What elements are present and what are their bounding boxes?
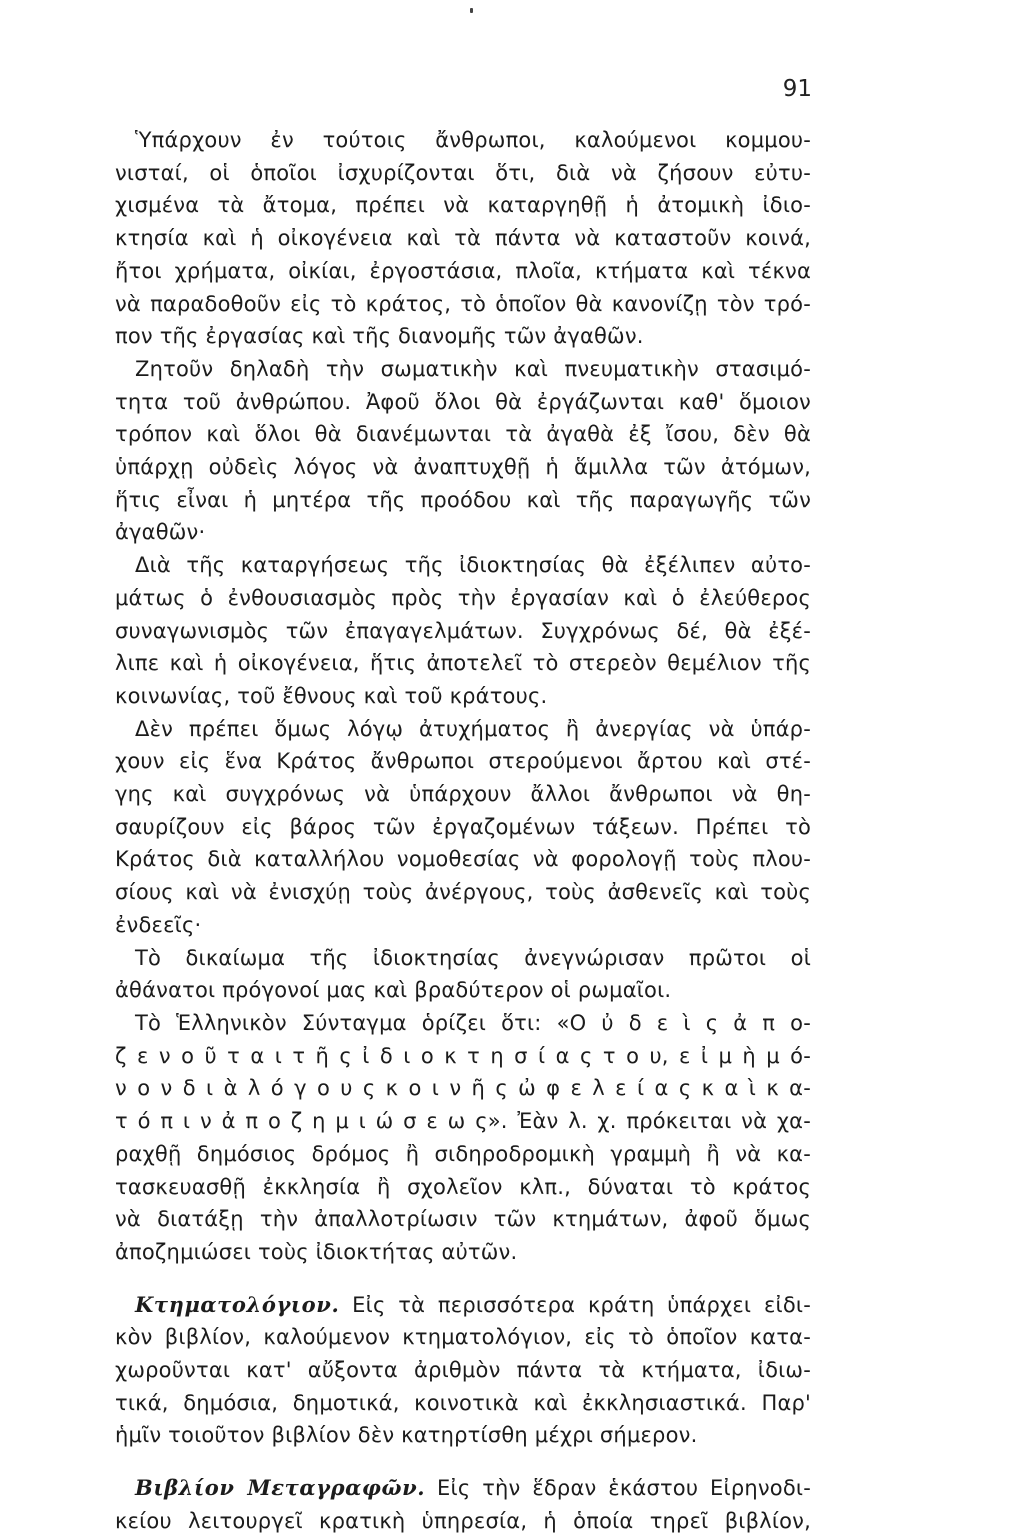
text-line: Τὸ δικαίωμα τῆς ἰδιοκτησίας ἀνεγνώρισαν πρῶτοι οἱ <box>135 945 811 970</box>
text-line: κτησία καὶ ἡ οἰκογένεια καὶ τὰ πάντα νὰ καταστοῦν κοινά, <box>115 226 811 251</box>
text-line: Δὲν πρέπει ὅμως λόγῳ ἀτυχήματος ἢ ἀνεργίας νὰ ὑπάρ- <box>135 716 811 741</box>
section-land-registry <box>115 1289 811 1453</box>
paragraph-abolition <box>115 549 811 713</box>
text-line: ἥτις εἶναι ἡ μητέρα τῆς προόδου καὶ τῆς παραγωγῆς τῶν <box>115 487 811 512</box>
text-line: πον τῆς ἐργασίας καὶ τῆς διανομῆς τῶν ἀγαθῶν. <box>115 324 644 349</box>
text-line: ἀποζημιώσει τοὺς ἰδιοκτήτας αὐτῶν. <box>115 1239 518 1264</box>
text-line: κοινωνίας, τοῦ ἔθνους καὶ τοῦ κράτους. <box>115 683 548 708</box>
section-spacer <box>115 1452 811 1472</box>
paragraph-constitution <box>115 1007 811 1269</box>
text-line: τητα τοῦ ἀνθρώπου. Ἀφοῦ ὅλοι θὰ ἐργάζωνται καθ' ὅμοιον <box>115 389 811 414</box>
text-line: χωροῦνται κατ' αὔξοντα ἀριθμὸν πάντα τὰ κτήματα, ἰδιω- <box>115 1358 811 1383</box>
text-line: τρόπον καὶ ὅλοι θὰ διανέμωνται τὰ ἀγαθὰ ἐξ ἴσου, δὲν θὰ <box>115 422 811 447</box>
text-line: μάτως ὁ ἐνθουσιασμὸς πρὸς τὴν ἐργασίαν καὶ ὁ ἐλεύθερος <box>115 585 811 610</box>
paragraph-state-duty <box>115 713 811 942</box>
paragraph-stagnation <box>115 353 811 549</box>
text-line: νὰ παραδοθοῦν εἰς τὸ κράτος, τὸ ὁποῖον θὰ κανονίζῃ τὸν τρό- <box>115 291 811 316</box>
text-line: λιπε καὶ ἡ οἰκογένεια, ἥτις ἀποτελεῖ τὸ στερεὸν θεμέλιον τῆς <box>115 651 811 676</box>
text-line: νὰ διατάξῃ τὴν ἀπαλλοτρίωσιν τῶν κτημάτων, ἀφοῦ ὅμως <box>115 1207 811 1232</box>
text-line: ἀγαθῶν· <box>115 520 206 545</box>
text-line: Κράτος διὰ καταλλήλου νομοθεσίας νὰ φορολογῇ τοὺς πλου- <box>115 847 811 872</box>
text-line: χισμένα τὰ ἄτομα, πρέπει νὰ καταργηθῇ ἡ ἀτομικὴ ἰδιο- <box>115 193 811 218</box>
body-text <box>115 124 811 1538</box>
section-heading: Βιβλίον Μεταγραφῶν. <box>135 1475 426 1501</box>
text-line: γης καὶ συγχρόνως νὰ ὑπάρχουν ἄλλοι ἄνθρωποι νὰ θη- <box>115 782 811 807</box>
text-line: ν ο ν δ ι ὰ λ ό γ ο υ ς κ ο ι ν ῆ ς ὠ φ ε λ ε ί α ς κ α ὶ κ α- <box>115 1076 811 1101</box>
text-line: ζ ε ν ο ῦ τ α ι τ ῆ ς ἰ δ ι ο κ τ η σ ί α ς τ ο υ, ε ἰ μ ὴ μ ό- <box>115 1043 811 1068</box>
text-line: τ ό π ι ν ἀ π ο ζ η μ ι ώ σ ε ω ς». Ἐὰν λ. χ. πρόκειται νὰ χα- <box>115 1109 811 1134</box>
section-spacer <box>115 1269 811 1289</box>
text-line: ἀθάνατοι πρόγονοί μας καὶ βραδύτερον οἱ ρωμαῖοι. <box>115 978 672 1003</box>
paragraph-ancestors <box>115 942 811 1007</box>
text-line: κὸν βιβλίον, καλούμενον κτηματολόγιον, εἰς τὸ ὁποῖον κατα- <box>115 1325 811 1350</box>
paragraph-communists <box>115 124 811 353</box>
scan-speck <box>470 8 473 13</box>
section-first-line: Εἰς τὰ περισσότερα κράτη ὑπάρχει εἰδι- <box>352 1292 811 1317</box>
text-line: κείου λειτουργεῖ κρατικὴ ὑπηρεσία, ἡ ὁποία τηρεῖ βιβλίον, <box>115 1508 811 1533</box>
text-line: Ζητοῦν δηλαδὴ τὴν σωματικὴν καὶ πνευματικὴν στασιμό- <box>135 356 811 381</box>
text-line: Διὰ τῆς καταργήσεως τῆς ἰδιοκτησίας θὰ ἐξέλιπεν αὐτο- <box>135 553 811 578</box>
text-line: ἐνδεεῖς· <box>115 912 202 937</box>
text-line: ἤτοι χρήματα, οἰκίαι, ἐργοστάσια, πλοῖα, κτήματα καὶ τέκνα <box>115 258 811 283</box>
text-line: νισταί, οἱ ὁποῖοι ἰσχυρίζονται ὅτι, διὰ νὰ ζήσουν εὐτυ- <box>115 160 811 185</box>
text-line: ὑπάρχῃ οὐδεὶς λόγος νὰ ἀναπτυχθῇ ἡ ἅμιλλα τῶν ἀτόμων, <box>115 455 811 480</box>
text-line: Ὑπάρχουν ἐν τούτοις ἄνθρωποι, καλούμενοι κομμου- <box>135 128 811 152</box>
section-first-line: Εἰς τὴν ἕδραν ἑκάστου Εἰρηνοδι- <box>437 1476 811 1501</box>
text-line: Τὸ Ἑλληνικὸν Σύνταγμα ὁρίζει ὅτι: «Ο ὐ δ ε ὶ ς ἀ π ο- <box>135 1010 811 1035</box>
text-line: τικά, δημόσια, δημοτικά, κοινοτικὰ καὶ ἐκκλησιαστικά. Παρ' <box>115 1390 811 1415</box>
text-line: χουν εἰς ἕνα Κράτος ἄνθρωποι στερούμενοι ἄρτου καὶ στέ- <box>115 749 811 774</box>
text-line <box>115 1289 811 1322</box>
page-number: 91 <box>782 76 812 102</box>
text-line: τασκευασθῇ ἐκκλησία ἢ σχολεῖον κλπ., δύναται τὸ κράτος <box>115 1174 811 1199</box>
section-heading: Κτηματολόγιον. <box>135 1291 340 1317</box>
text-line: ραχθῇ δημόσιος δρόμος ἢ σιδηροδρομικὴ γραμμὴ ἢ νὰ κα- <box>115 1141 811 1166</box>
text-line: σαυρίζουν εἰς βάρος τῶν ἐργαζομένων τάξεων. Πρέπει τὸ <box>115 814 811 839</box>
text-line: σίους καὶ νὰ ἐνισχύῃ τοὺς ἀνέργους, τοὺς ἀσθενεῖς καὶ τοὺς <box>115 880 811 905</box>
text-line: συναγωνισμὸς τῶν ἐπαγαγελμάτων. Συγχρόνως δέ, θὰ ἐξέ- <box>115 618 811 643</box>
section-transcription-book <box>115 1472 811 1537</box>
text-line: ἡμῖν τοιοῦτον βιβλίον δὲν κατηρτίσθη μέχρι σήμερον. <box>115 1423 698 1448</box>
